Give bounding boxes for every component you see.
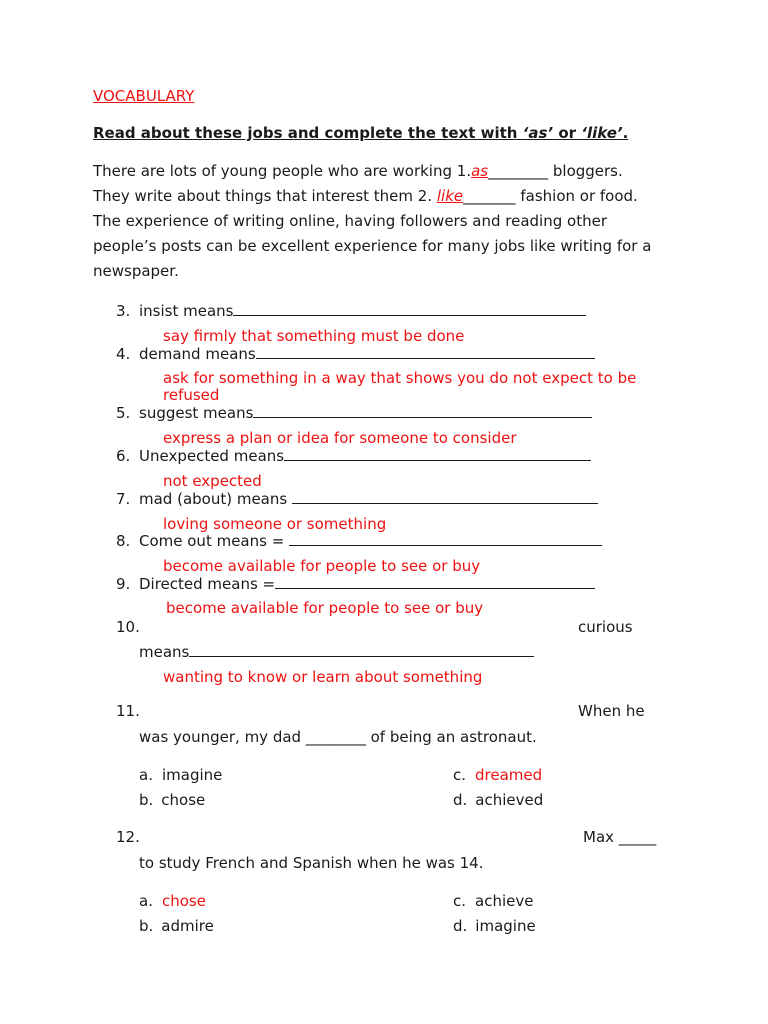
answer-line [289,533,602,546]
answer-line [256,346,595,359]
option-b [139,791,205,809]
option-a [139,892,206,910]
question-sentence: was younger, my dad ________ of being an astronaut. [139,728,537,746]
paragraph-line-5: newspaper. [93,262,179,280]
option-c [453,766,542,784]
worksheet-title: VOCABULARY [93,87,195,105]
option-letter: a. [139,892,153,910]
answer-line [275,576,595,589]
definition-answer: become available for people to see or buy [166,599,484,617]
definition-answer: loving someone or something [163,515,387,533]
question-sentence: to study French and Spanish when he was 14. [139,854,484,872]
definition-term [139,490,598,508]
option-text-correct: chose [161,892,206,910]
item-number: 5. [116,404,131,422]
definition-answer-continued: refused [163,386,220,404]
term-label: insist means [139,302,234,320]
blank: _______ [463,187,516,205]
item-number: 8. [116,532,131,550]
option-c [453,892,533,910]
term-label: demand means [139,345,256,363]
term-label: Unexpected means [139,447,285,465]
term-label: Come out means = [139,532,290,550]
item-number: 4. [116,345,131,363]
definition-term: curious [578,618,633,636]
option-text: admire [161,917,214,935]
option-letter: a. [139,766,153,784]
definition-answer: become available for people to see or buy [163,557,481,575]
item-number: 9. [116,575,131,593]
item-number: 7. [116,490,131,508]
option-d [453,791,543,809]
paragraph-line-4: people’s posts can be excellent experience for many jobs like writing for a [93,237,652,255]
question-lead: When he [578,702,645,720]
definition-answer: ask for something in a way that shows you do not expect to be [163,369,637,387]
option-letter: c. [453,766,467,784]
definition-term [139,575,595,593]
definition-term-line [139,643,534,661]
instruction-middle: or [553,124,582,142]
definition-answer: not expected [163,472,262,490]
term-label: means [139,643,190,661]
item-number: 3. [116,302,131,320]
option-text: achieved [475,791,544,809]
answer-1: as [471,162,489,180]
definition-term [139,345,595,363]
option-text: achieve [475,892,534,910]
term-label: mad (about) means [139,490,292,508]
item-number: 11. [116,702,140,720]
question-lead: Max _____ [583,828,657,846]
instruction-suffix: . [622,124,629,142]
option-letter: b. [139,791,154,809]
option-b [139,917,214,935]
definition-answer: say firmly that something must be done [163,327,465,345]
item-number: 6. [116,447,131,465]
item-number: 10. [116,618,140,636]
definition-term [139,447,591,465]
option-text: imagine [475,917,536,935]
option-letter: d. [453,917,468,935]
option-a [139,766,222,784]
definition-term [139,404,592,422]
term-label: Directed means = [139,575,276,593]
option-d [453,917,536,935]
option-letter: c. [453,892,467,910]
instruction-prefix: Read about these jobs and complete the text with [93,124,523,142]
answer-line [233,303,586,316]
option-letter: d. [453,791,468,809]
term-label: suggest means [139,404,254,422]
paragraph-text: There are lots of young people who are working 1. [93,162,472,180]
instruction-word-as: ‘as’ [522,124,554,142]
option-letter: b. [139,917,154,935]
paragraph-line-1 [93,159,623,184]
paragraph-line-3: The experience of writing online, having followers and reading other [93,212,607,230]
definition-term [139,302,586,320]
paragraph-text: fashion or food. [515,187,638,205]
answer-line [253,405,592,418]
answer-line [284,448,591,461]
answer-line [189,644,534,657]
item-number: 12. [116,828,140,846]
paragraph-text: They write about things that interest them 2. [93,187,437,205]
paragraph-text: bloggers. [548,162,623,180]
definition-answer: wanting to know or learn about something [163,668,483,686]
answer-2: like [436,187,464,205]
option-text-correct: dreamed [475,766,543,784]
instruction-heading [93,124,628,142]
instruction-word-like: ‘like’ [581,124,623,142]
paragraph-line-2 [93,184,638,209]
option-text: imagine [161,766,223,784]
blank: ________ [488,162,549,180]
option-text: chose [161,791,206,809]
answer-line [292,491,598,504]
definition-answer: express a plan or idea for someone to consider [163,429,517,447]
definition-term [139,532,602,550]
